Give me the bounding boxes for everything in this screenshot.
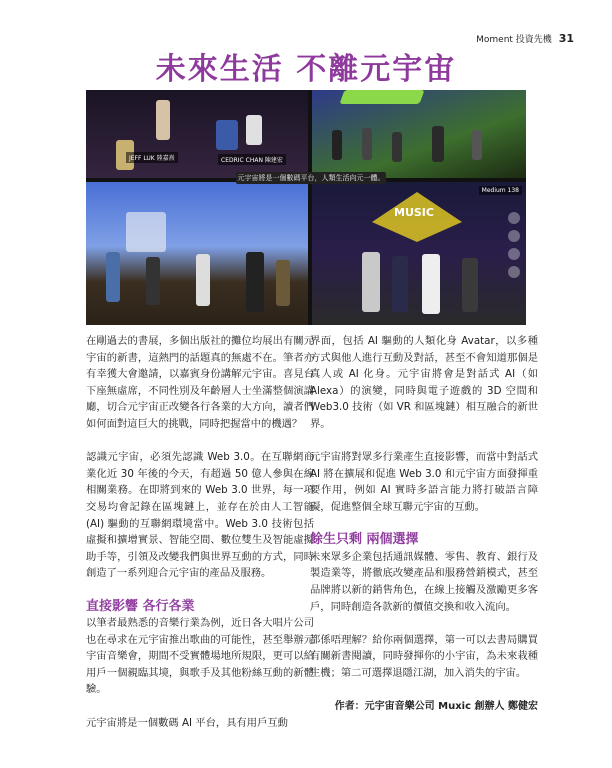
photo-muxic-venue xyxy=(312,182,526,325)
photo-concert xyxy=(312,90,526,178)
paragraph: 都係唔理解？給你兩個選擇，第一可以去書局購買有關新書閱讀，同時發揮你的小宇宙，為未來栽種生機；第二可選擇退隱江湖，加入消失的宇宙。 xyxy=(310,633,538,679)
article-title: 未來生活 不離元宇宙 xyxy=(155,52,457,87)
toolbar-icon xyxy=(508,212,520,224)
column-left xyxy=(86,333,314,748)
paragraph: 在剛過去的書展，多個出版社的攤位均展出有關元宇宙的新書，這熱門的話題真的無處不在。筆者亦有幸獲大會邀請，以嘉賓身份講解元宇宙。喜見台下座無虛席，不同性別及年齡層人士坐滿整個演講廳，切合元宇宙正改變各行各業的大方向，讀者們如何面對這巨大的挑戰，同時把握當中的機遇？ xyxy=(86,335,314,430)
paragraph: 以筆者最熟悉的音樂行業為例，近日各大唱片公司也在尋求在元宇宙推出歌曲的可能性，甚至舉辦元宇宙音樂會，期間不受實體場地所規限，更可以給用戶一個親臨其境，與歌手及其他粉絲互動的新體驗。 xyxy=(86,617,314,696)
photo-stage xyxy=(86,90,308,178)
column-right xyxy=(310,333,538,698)
paragraph: 元宇宙將對眾多行業產生直接影響，而當中對話式 AI 將在擴展和促進 Web 3.0 和元宇宙方面發揮重要作用，例如 AI 實時多語言能力將打破語言障礙，促進整個全球互聯元宇宙的互動。 xyxy=(310,451,538,513)
app-header-label: Medium 138 xyxy=(479,186,522,195)
photo-collage xyxy=(86,90,526,325)
section-heading: 餘生只剩 兩個選擇 xyxy=(310,532,419,548)
speaker-tag-right: CEDRIC CHAN 陳建宏 xyxy=(218,154,286,165)
photo-virtual-plaza xyxy=(86,182,308,325)
paragraph: 認識元宇宙，必須先認識 Web 3.0。在互聯網商業化近 30 年後的今天，有超過 50 億人參與在線相關業務。在即將到來的 Web 3.0 世界，每一項交易均會記錄在區塊鏈上，並存在於由人工智能 (AI) 驅動的互聯網環境當中。Web 3.0 技術包括虛擬和擴增實景、智能空間、數位雙生及智能虛擬助手等，引領及改變我們與世界互動的方式，同時創造了一系列迎合元宇宙的產品及服務。 xyxy=(86,451,314,580)
app-side-toolbar xyxy=(508,212,522,312)
paragraph: 元宇宙將是一個數碼 AI 平台，具有用戶互動 xyxy=(86,716,288,729)
toolbar-icon xyxy=(508,230,520,242)
speaker-tag-left: JEFF LUK 陸嘉熹 xyxy=(126,152,178,163)
photo-caption: 元宇宙將是一個數碼平台，人類生活向元一體。 xyxy=(237,174,385,182)
magazine-name: Moment 投資先機 xyxy=(476,35,552,45)
paragraph: 未來眾多企業包括通訊媒體、零售、教育、銀行及製造業等，將徹底改變產品和服務營銷模式，甚至品牌將以新的銷售角色，在線上接觸及激勵更多客戶，同時創造各款新的價值交換和收入流向。 xyxy=(310,550,538,613)
paragraph: 界面，包括 AI 驅動的人類化身 Avatar，以多種方式與他人進行互動及對話，甚至不會知道那個是真人或 AI 化身。元宇宙將會是對話式 AI（如 Alexa）的演變，同時與電子遊戲的 3D 空間和 Web3.0 技術（如 VR 和區塊鏈）相互融合的新世界。 xyxy=(310,335,538,430)
page-number: 31 xyxy=(558,32,574,45)
section-heading: 直接影響 各行各業 xyxy=(86,598,195,614)
muxic-logo: MUSIC xyxy=(394,206,434,219)
toolbar-icon xyxy=(508,266,520,278)
toolbar-icon xyxy=(508,248,520,260)
author-credit: 作者：元宇宙音樂公司 Muxic 創辦人 鄭健宏 xyxy=(334,701,538,712)
